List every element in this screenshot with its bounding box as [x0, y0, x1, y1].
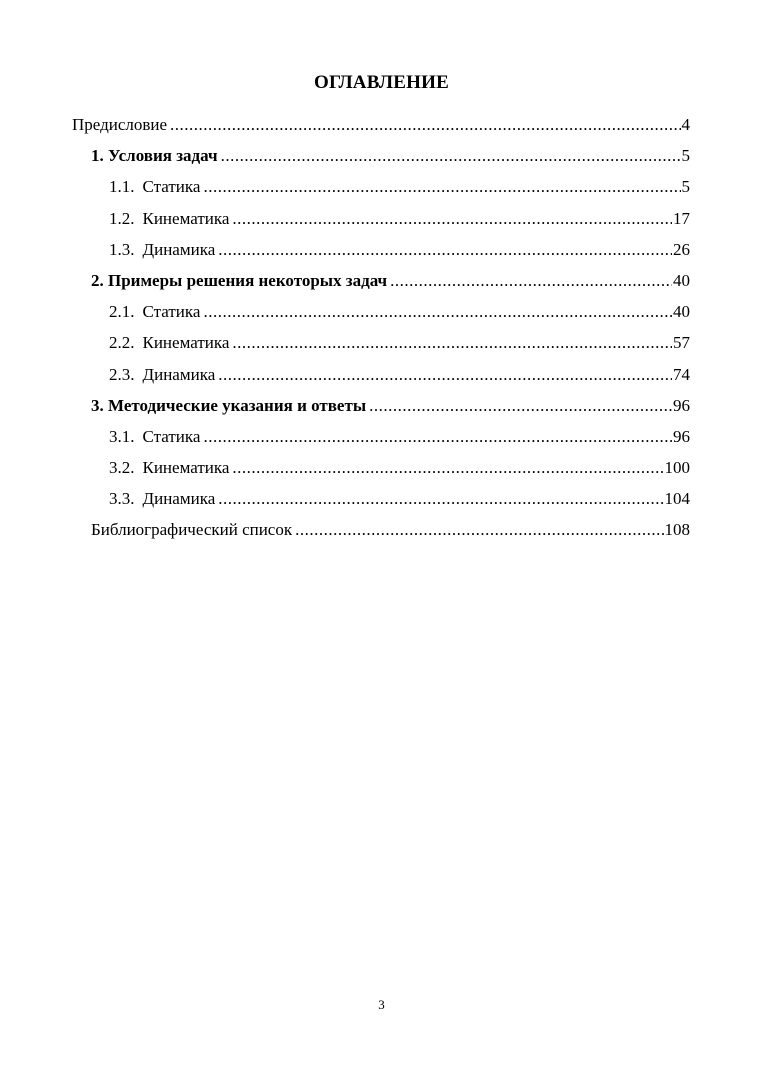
- toc-entry-page: 17: [673, 208, 690, 228]
- toc-entry-bibliography[interactable]: [72, 517, 690, 548]
- toc-entry-page: 104: [664, 489, 690, 509]
- toc-entry-page: 40: [673, 270, 690, 290]
- toc-entry-page: 108: [664, 520, 690, 540]
- toc-entry-chapter-1[interactable]: [72, 143, 690, 174]
- toc-entry-label: Динамика: [142, 239, 216, 259]
- toc-entry-chapter-3[interactable]: [72, 393, 690, 424]
- toc-entry-chapter-2[interactable]: [72, 268, 690, 299]
- table-of-contents: [72, 112, 690, 549]
- toc-dot-leader: [218, 237, 672, 263]
- toc-entry-label: Библиографический список: [91, 520, 293, 540]
- toc-entry-section-3-1[interactable]: [72, 424, 690, 455]
- toc-entry-number: 1.1.: [109, 177, 135, 197]
- toc-entry-section-1-1[interactable]: [72, 174, 690, 205]
- toc-entry-label: Статика: [142, 426, 201, 446]
- toc-entry-page: 100: [664, 458, 690, 478]
- toc-entry-number: 3.2.: [109, 458, 135, 478]
- toc-entry-number: 1.2.: [109, 208, 135, 228]
- toc-entry-label: Динамика: [142, 489, 216, 509]
- toc-dot-leader: [218, 362, 672, 388]
- toc-entry-number: 1.3.: [109, 239, 135, 259]
- toc-entry-section-3-3[interactable]: [72, 486, 690, 517]
- toc-entry-number: 2.1.: [109, 302, 135, 322]
- toc-entry-number: 3.3.: [109, 489, 135, 509]
- toc-entry-page: 57: [673, 333, 690, 353]
- toc-entry-section-2-2[interactable]: [72, 330, 690, 361]
- toc-dot-leader: [170, 112, 680, 138]
- toc-dot-leader: [369, 393, 672, 419]
- toc-entry-page: 5: [681, 146, 690, 166]
- toc-entry-page: 5: [681, 177, 690, 197]
- toc-entry-label: Предисловие: [72, 115, 168, 134]
- toc-entry-section-2-3[interactable]: [72, 362, 690, 393]
- toc-dot-leader: [218, 486, 663, 512]
- toc-entry-preface[interactable]: [72, 112, 690, 143]
- toc-entry-page: 40: [673, 302, 690, 322]
- toc-entry-number: 3.1.: [109, 426, 135, 446]
- toc-entry-label: Динамика: [142, 364, 216, 384]
- toc-entry-page: 96: [673, 395, 690, 415]
- toc-dot-leader: [390, 268, 672, 294]
- toc-dot-leader: [203, 424, 672, 450]
- toc-dot-leader: [232, 206, 672, 232]
- toc-entry-page: 96: [673, 426, 690, 446]
- page-number: 3: [378, 997, 385, 1012]
- toc-entry-section-1-3[interactable]: [72, 237, 690, 268]
- toc-dot-leader: [221, 143, 681, 169]
- toc-entry-label: Кинематика: [142, 333, 230, 353]
- toc-entry-section-2-1[interactable]: [72, 299, 690, 330]
- toc-entry-number: 2.3.: [109, 364, 135, 384]
- toc-entry-label: 1. Условия задач: [91, 146, 218, 166]
- toc-entry-label: 3. Методические указания и ответы: [91, 395, 367, 415]
- page-title: ОГЛАВЛЕНИЕ: [314, 72, 449, 93]
- toc-entry-page: 4: [681, 115, 690, 134]
- toc-dot-leader: [232, 330, 672, 356]
- toc-entry-label: 2. Примеры решения некоторых задач: [91, 270, 388, 290]
- toc-dot-leader: [203, 174, 680, 200]
- toc-dot-leader: [295, 517, 663, 543]
- toc-entry-label: Статика: [142, 302, 201, 322]
- toc-entry-label: Кинематика: [142, 208, 230, 228]
- toc-dot-leader: [203, 299, 672, 325]
- toc-entry-section-3-2[interactable]: [72, 455, 690, 486]
- toc-entry-section-1-2[interactable]: [72, 206, 690, 237]
- toc-entry-label: Кинематика: [142, 458, 230, 478]
- toc-dot-leader: [232, 455, 663, 481]
- toc-entry-label: Статика: [142, 177, 201, 197]
- toc-entry-page: 74: [673, 364, 690, 384]
- toc-entry-page: 26: [673, 239, 690, 259]
- toc-entry-number: 2.2.: [109, 333, 135, 353]
